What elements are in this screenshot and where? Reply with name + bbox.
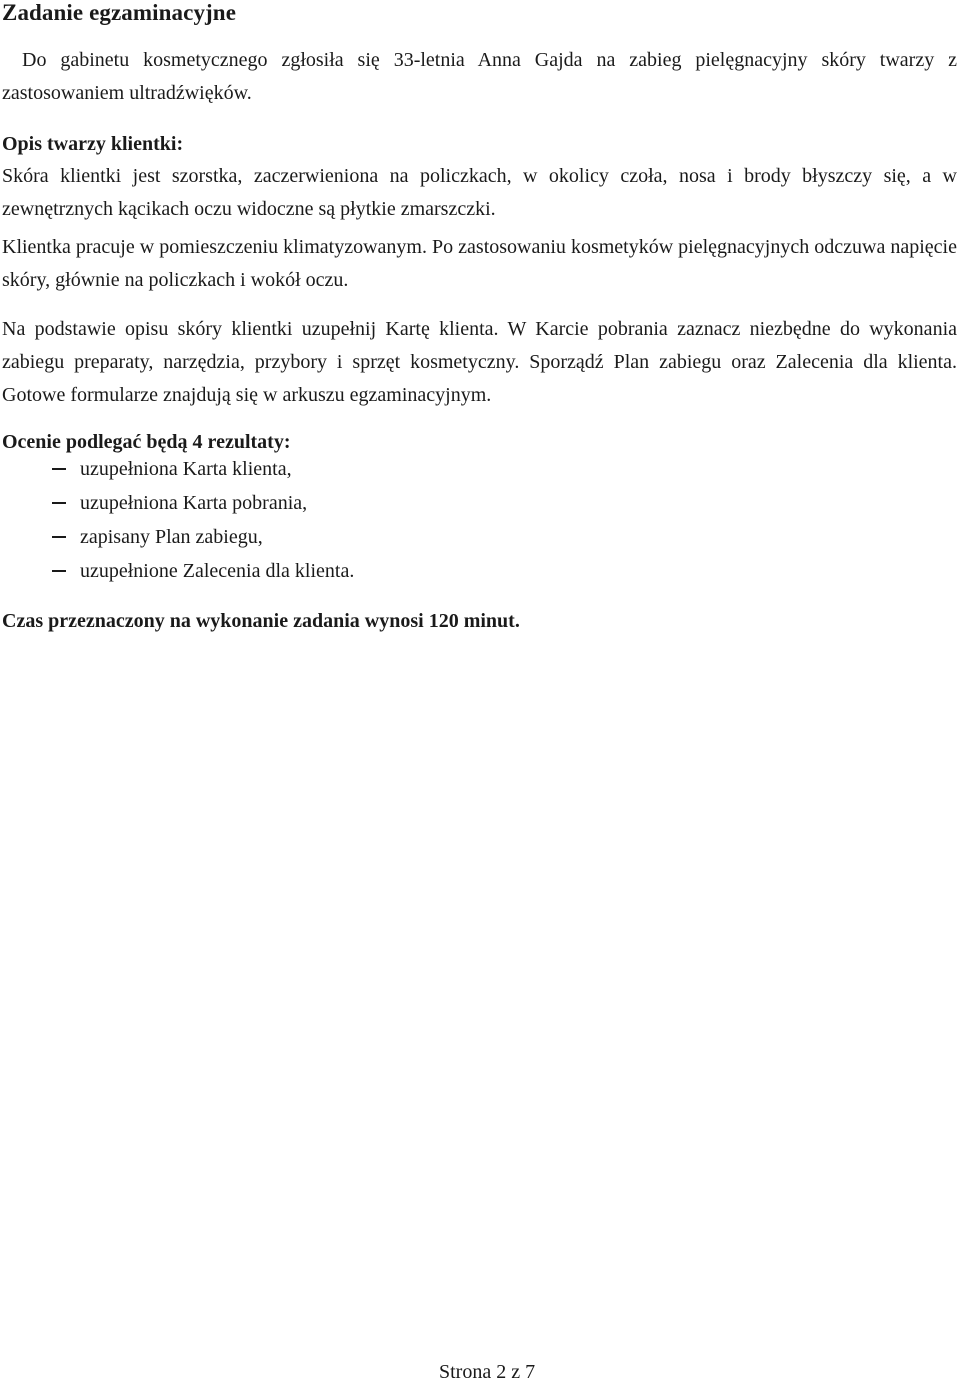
list-item-label: uzupełnione Zalecenia dla klienta. [80, 560, 355, 582]
dash-bullet-icon [52, 468, 66, 470]
dash-bullet-icon [52, 502, 66, 504]
evaluation-heading: Ocenie podlegać będą 4 rezultaty: [2, 431, 291, 453]
dash-bullet-icon [52, 536, 66, 538]
intro-paragraph: Do gabinetu kosmetycznego zgłosiła się 33-letnia Anna Gajda na zabieg pielęgnacyjny skóry twarzy z zastosowaniem ultradźwięków. [2, 49, 957, 104]
page-number: Strona 2 z 7 [439, 1361, 536, 1383]
opis-heading: Opis twarzy klientki: [2, 133, 184, 155]
list-item [0, 554, 354, 588]
page-title: Zadanie egzaminacyjne [2, 0, 236, 25]
results-list [0, 452, 354, 588]
skin-description-paragraph: Skóra klientki jest szorstka, zaczerwieniona na policzkach, w okolicy czoła, nosa i brody błyszczy się, a w zewnętrznych kącikach oczu widoczne są płytkie zmarszczki. [2, 165, 957, 220]
dash-bullet-icon [52, 570, 66, 572]
list-item [0, 486, 354, 520]
list-item-label: uzupełniona Karta pobrania, [80, 492, 308, 514]
client-work-paragraph: Klientka pracuje w pomieszczeniu klimatyzowanym. Po zastosowaniu kosmetyków pielęgnacyjnych odczuwa napięcie skóry, głównie na policzkach i wokół oczu. [2, 236, 957, 291]
list-item [0, 520, 354, 554]
list-item-label: uzupełniona Karta klienta, [80, 458, 292, 480]
list-item [0, 452, 354, 486]
time-note: Czas przeznaczony na wykonanie zadania wynosi 120 minut. [2, 610, 520, 632]
list-item-label: zapisany Plan zabiegu, [80, 526, 263, 548]
instructions-paragraph: Na podstawie opisu skóry klientki uzupełnij Kartę klienta. W Karcie pobrania zaznacz niezbędne do wykonania zabiegu preparaty, narzędzia, przybory i sprzęt kosmetyczny. Sporządź Plan zabiegu oraz Zalecenia dla klienta. Gotowe formularze znajdują się w arkuszu egzaminacyjnym. [2, 318, 957, 406]
